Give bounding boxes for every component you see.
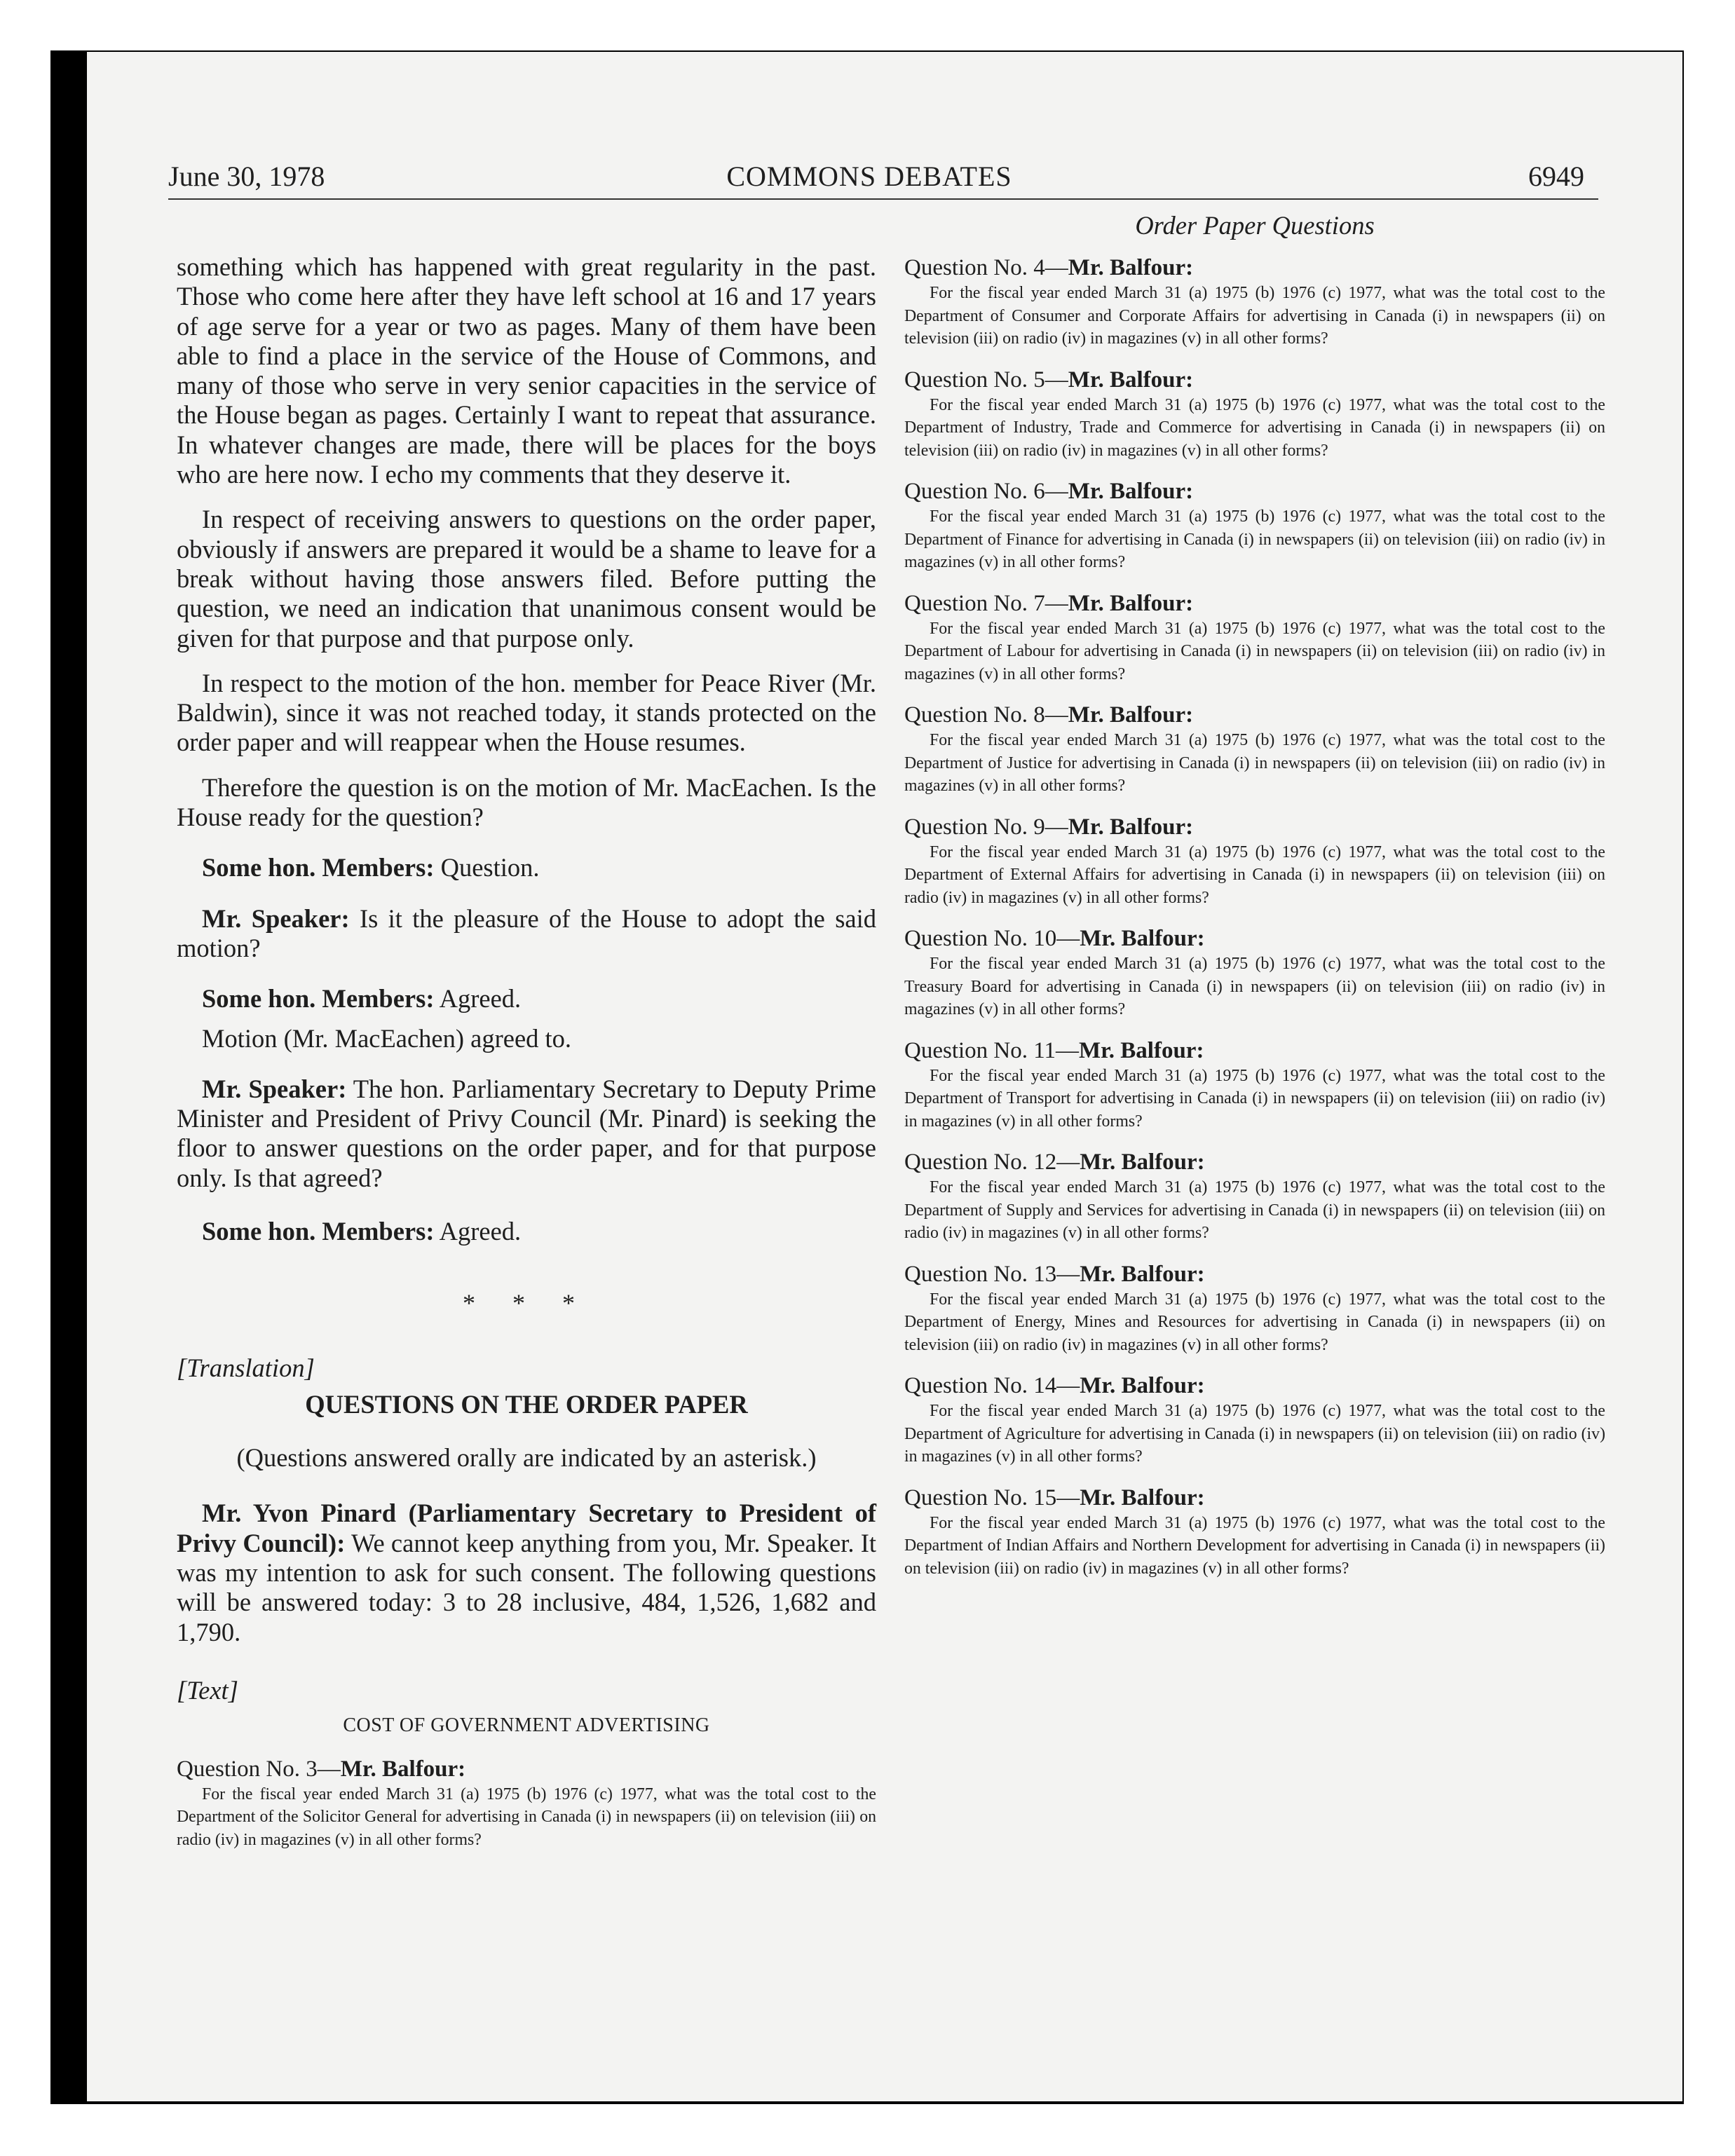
question-heading — [904, 1037, 1605, 1065]
question-body: For the fiscal year ended March 31 (a) 1975 (b) 1976 (c) 1977, what was the total cost to the Department of the Solicitor General for advertising in Canada (i) in newspapers (ii) on television (iii) on radio (iv) in magazines (v) in all other forms? — [177, 1785, 876, 1849]
pinard-statement — [177, 1499, 876, 1646]
asterisk-note: (Questions answered orally are indicated by an asterisk.) — [236, 1443, 817, 1473]
members-agreed — [177, 984, 876, 1014]
question-member: Mr. Balfour: — [1068, 702, 1194, 728]
question-block — [904, 1484, 1605, 1581]
question-member: Mr. Balfour: — [1079, 1037, 1204, 1063]
question-label: Question No. 9— — [904, 814, 1068, 840]
question-body: For the fiscal year ended March 31 (a) 1975 (b) 1976 (c) 1977, what was the total cost to the Department of Industry, Trade and Commerce for advertising in Canada (i) in newspapers (ii) on television (iii) on radio (iv) in magazines (v) in all other forms? — [904, 395, 1605, 460]
question-block — [904, 1260, 1605, 1357]
question-block — [904, 589, 1605, 686]
speech-text: Is it the pleasure of the House to adopt the said motion? — [177, 903, 876, 962]
question-body: For the fiscal year ended March 31 (a) 1975 (b) 1976 (c) 1977, what was the total cost to the Treasury Board for advertising in Canada (i) in newspapers (ii) on television (iii) on radio (iv) in magazines (v) in all other forms? — [904, 955, 1605, 1018]
question-member: Mr. Balfour: — [1080, 1261, 1205, 1287]
subsection-title: COST OF GOVERNMENT ADVERTISING — [343, 1714, 710, 1736]
question-heading — [177, 1755, 876, 1783]
speech-text: Agreed. — [434, 984, 522, 1014]
question-label: Question No. 8— — [904, 702, 1068, 728]
question-block — [904, 813, 1605, 910]
question-label: Question No. 10— — [904, 926, 1080, 951]
question-heading — [904, 1148, 1605, 1176]
header-page-number: 6949 — [1528, 161, 1584, 192]
question-3 — [177, 1755, 876, 1852]
section-separator: * * * — [463, 1289, 590, 1318]
question-member: Mr. Balfour: — [1068, 590, 1194, 616]
question-heading — [904, 366, 1605, 394]
question-block — [904, 1148, 1605, 1245]
question-body: For the fiscal year ended March 31 (a) 1975 (b) 1976 (c) 1977, what was the total cost to the Department of Labour for advertising in Canada (i) in newspapers (ii) on television (iii) on radio (iv) in magazines (v) in all other forms? — [904, 619, 1605, 683]
question-member: Mr. Balfour: — [1080, 1485, 1205, 1510]
header-rule — [168, 198, 1598, 200]
question-body: For the fiscal year ended March 31 (a) 1975 (b) 1976 (c) 1977, what was the total cost to the Department of Transport for advertising in Canada (i) in newspapers (ii) on television (iii) on radio (iv) in magazines (v) in all other forms? — [904, 1066, 1605, 1131]
question-body: For the fiscal year ended March 31 (a) 1975 (b) 1976 (c) 1977, what was the total cost to the Department of Justice for advertising in Canada (i) in newspapers (ii) on television (iii) on radio (iv) in magazines (v) in all other forms? — [904, 731, 1605, 795]
question-heading — [904, 254, 1605, 282]
question-member: Mr. Balfour: — [1068, 255, 1194, 280]
question-heading — [904, 701, 1605, 729]
question-label: Question No. 6— — [904, 479, 1068, 504]
question-body: For the fiscal year ended March 31 (a) 1975 (b) 1976 (c) 1977, what was the total cost to the Department of Consumer and Corporate Affairs for advertising in Canada (i) in newspapers (ii) on television (iii) on radio (iv) in magazines (v) in all other forms? — [904, 284, 1605, 348]
speech-text: Agreed. — [434, 1217, 522, 1246]
question-member: Mr. Balfour: — [1080, 926, 1205, 951]
paragraph-4: Therefore the question is on the motion of Mr. MacEachen. Is the House ready for the question? — [177, 772, 876, 832]
question-body: For the fiscal year ended March 31 (a) 1975 (b) 1976 (c) 1977, what was the total cost to the Department of Agriculture for advertising in Canada (i) in newspapers (ii) on television (iii) on radio (iv) in magazines (v) in all other forms? — [904, 1402, 1605, 1466]
speaker-label: Some hon. Members: — [202, 853, 435, 882]
question-block — [904, 1372, 1605, 1468]
order-paper-heading: Order Paper Questions — [1135, 211, 1375, 240]
question-body: For the fiscal year ended March 31 (a) 1975 (b) 1976 (c) 1977, what was the total cost to the Department of Indian Affairs and Northern Development for advertising in Canada (i) in newspapers (ii) on television (iii) on radio (iv) in magazines (v) in all other forms? — [904, 1513, 1605, 1578]
speaker-pinard — [177, 1074, 876, 1193]
speech-text: The hon. Parliamentary Secretary to Deputy Prime Minister and President of Privy Council (Mr. Pinard) is seeking the floor to answer questions on the order paper, and for that purpose only. Is that agreed? — [177, 1074, 876, 1192]
speaker-label: Some hon. Members: — [202, 1217, 435, 1246]
question-label: Question No. 4— — [904, 255, 1068, 280]
question-member: Mr. Balfour: — [1068, 479, 1194, 504]
question-member: Mr. Balfour: — [1068, 367, 1194, 393]
question-label: Question No. 11— — [904, 1037, 1080, 1063]
motion-agreed: Motion (Mr. MacEachen) agreed to. — [202, 1023, 572, 1053]
question-member: Mr. Balfour: — [340, 1756, 466, 1782]
paragraph-2: In respect of receiving answers to questions on the order paper, obviously if answers are prepared it would be a shame to leave for a break without having those answers filed. Before putting the question, we need an indication that unanimous consent would be given for that purpose and that purpose only. — [177, 505, 876, 653]
question-member: Mr. Balfour: — [1068, 814, 1194, 840]
question-body: For the fiscal year ended March 31 (a) 1975 (b) 1976 (c) 1977, what was the total cost to the Department of Finance for advertising in Canada (i) in newspapers (ii) on television (iii) on radio (iv) in magazines (v) in all other forms? — [904, 507, 1605, 571]
speaker-motion — [177, 904, 876, 964]
question-body: For the fiscal year ended March 31 (a) 1975 (b) 1976 (c) 1977, what was the total cost to the Department of Energy, Mines and Resources for advertising in Canada (i) in newspapers (ii) on television (iii) on radio (iv) in magazines (v) in all other forms? — [904, 1290, 1605, 1354]
question-block — [904, 366, 1605, 463]
question-block — [904, 1037, 1605, 1133]
question-block — [904, 701, 1605, 798]
question-label: Question No. 7— — [904, 590, 1068, 616]
question-heading — [904, 1372, 1605, 1400]
question-label: Question No. 14— — [904, 1373, 1080, 1398]
speaker-label: Mr. Speaker: — [202, 903, 350, 933]
speaker-label: Mr. Yvon Pinard (Parliamentary Secretary to President of Privy Council): — [177, 1499, 876, 1557]
translation-tag: [Translation] — [177, 1353, 315, 1383]
question-list — [904, 254, 1605, 1580]
left-column — [177, 252, 876, 1867]
question-heading — [904, 925, 1605, 953]
question-heading — [904, 589, 1605, 618]
question-heading — [904, 813, 1605, 841]
question-member: Mr. Balfour: — [1080, 1149, 1205, 1175]
paragraph-1: something which has happened with great regularity in the past. Those who come here after they have left school at 16 and 17 years of age serve for a year or two as pages. Many of them have been able to find a place in the service of the House of Commons, and many of those who serve in very senior capacities in the service of the House began as pages. Certainly I want to repeat that assurance. In whatever changes are made, there will be places for the boys who are here now. I echo my comments that they deserve it. — [177, 252, 876, 489]
members-agreed-2 — [177, 1217, 876, 1246]
question-heading — [904, 1260, 1605, 1288]
question-label: Question No. 5— — [904, 367, 1068, 393]
question-body: For the fiscal year ended March 31 (a) 1975 (b) 1976 (c) 1977, what was the total cost to the Department of External Affairs for advertising in Canada (i) in newspapers (ii) on television (iii) on radio (iv) in magazines (v) in all other forms? — [904, 842, 1605, 907]
section-title: QUESTIONS ON THE ORDER PAPER — [305, 1390, 748, 1419]
header-date: June 30, 1978 — [168, 161, 325, 192]
header-title: COMMONS DEBATES — [726, 161, 1012, 192]
members-question — [177, 853, 876, 882]
right-column — [904, 210, 1605, 1595]
question-heading — [904, 1484, 1605, 1512]
speaker-label: Some hon. Members: — [202, 984, 435, 1014]
question-heading — [904, 477, 1605, 505]
question-label: Question No. 3— — [177, 1756, 341, 1782]
speech-text: We cannot keep anything from you, Mr. Speaker. It was my intention to ask for such consent. The following questions will be answered today: 3 to 28 inclusive, 484, 1,526, 1,682 and 1,790. — [177, 1528, 876, 1646]
question-label: Question No. 12— — [904, 1149, 1080, 1175]
text-tag: [Text] — [177, 1675, 238, 1705]
paragraph-3: In respect to the motion of the hon. member for Peace River (Mr. Baldwin), since it was not reached today, it stands protected on the order paper and will reappear when the House resumes. — [177, 668, 876, 757]
speech-text: Question. — [434, 853, 540, 882]
question-member: Mr. Balfour: — [1080, 1373, 1205, 1398]
question-body: For the fiscal year ended March 31 (a) 1975 (b) 1976 (c) 1977, what was the total cost to the Department of Supply and Services for advertising in Canada (i) in newspapers (ii) on television (iii) on radio (iv) in magazines (v) in all other forms? — [904, 1178, 1605, 1242]
question-label: Question No. 13— — [904, 1261, 1080, 1287]
question-block — [904, 925, 1605, 1021]
question-block — [904, 477, 1605, 574]
question-label: Question No. 15— — [904, 1485, 1080, 1510]
speaker-label: Mr. Speaker: — [202, 1074, 347, 1103]
question-block — [904, 254, 1605, 350]
